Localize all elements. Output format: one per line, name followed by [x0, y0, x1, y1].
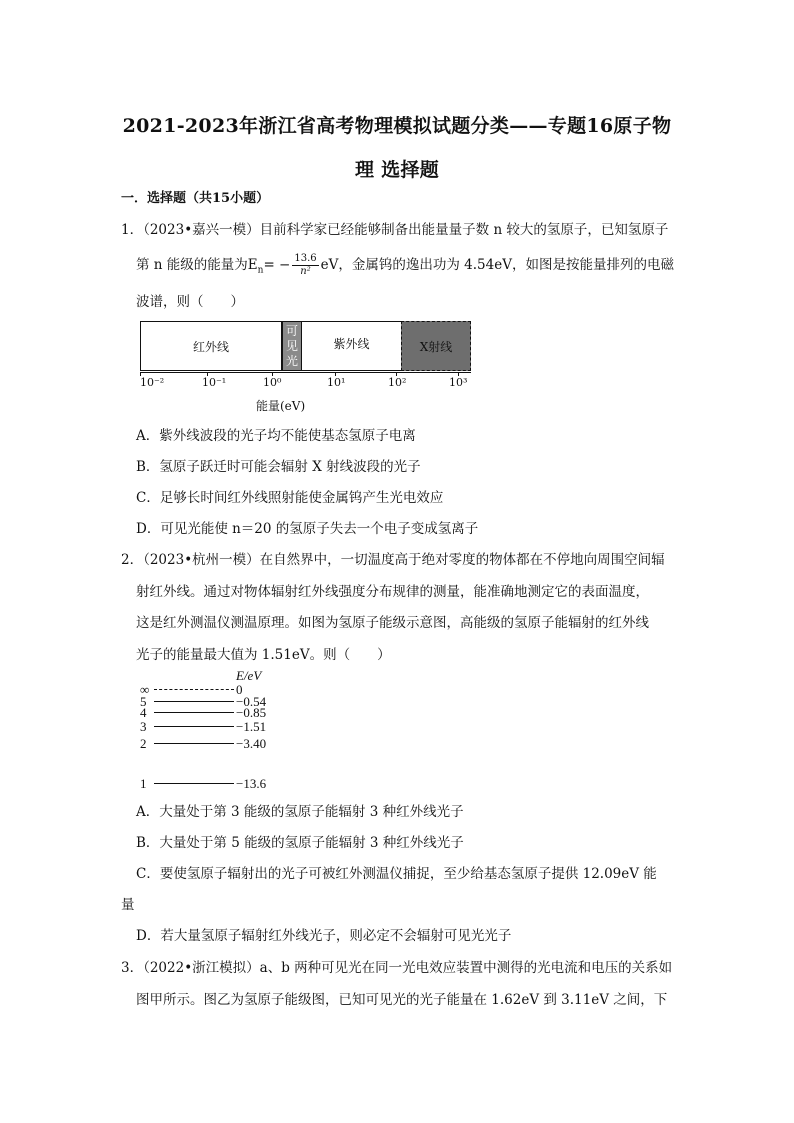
q2-option-b: B．大量处于第 5 能级的氢原子能辐射 3 种红外线光子: [136, 835, 464, 851]
level-line: [154, 701, 234, 702]
q1-option-a: A．紫外线波段的光子均不能使基态氢原子电离: [136, 428, 416, 444]
level-n: 3: [140, 719, 147, 734]
tick-label: 10⁻²: [140, 376, 165, 389]
level-line: [154, 689, 234, 690]
q1-fraction: [292, 253, 318, 278]
q1-line-2-post: eV，金属钨的逸出功为 4.54eV，如图是按能量排列的电磁: [320, 257, 674, 273]
tick-label: 10¹: [327, 376, 346, 389]
q2-option-d: D．若大量氢原子辐射红外线光子，则必定不会辐射可见光光子: [136, 928, 512, 944]
level-n: 4: [140, 705, 147, 720]
level-energy: −1.51: [236, 719, 267, 734]
level-4: [140, 705, 300, 719]
level-energy: 0: [236, 682, 243, 697]
q1-line-3: 波谱，则（ ）: [136, 294, 244, 310]
level-energy: −0.54: [236, 694, 267, 709]
level-n: 2: [140, 736, 147, 751]
q2-line-3: 这是红外测温仪测温原理。如图为氢原子能级示意图，高能级的氢原子能辐射的红外线: [136, 615, 649, 631]
band-visible-char-2: 见: [285, 338, 298, 353]
q1-line-2-pre: 第 n 能级的能量为E: [136, 257, 258, 273]
level-1: [140, 776, 300, 790]
level-line: [154, 783, 234, 784]
q2-line-1: 2．（2023•杭州一模）在自然界中，一切温度高于绝对零度的物体都在不停地向周围空间辐: [121, 552, 665, 568]
level-energy: −3.40: [236, 736, 267, 751]
band-visible-char-3: 光: [285, 353, 298, 368]
title-line-2: 理 选择题: [354, 159, 440, 181]
tick-label: 10²: [388, 376, 407, 389]
band-ultraviolet: 紫外线: [302, 321, 401, 371]
level-energy: −13.6: [236, 776, 267, 791]
level-2: [140, 736, 300, 750]
level-line: [154, 726, 234, 727]
band-visible-char-1: 可: [285, 323, 298, 338]
tick-label: 10⁰: [263, 376, 282, 389]
title-line-1: 2021-2023年浙江省高考物理模拟试题分类——专题16原子物: [122, 115, 672, 137]
energy-axis: [140, 372, 471, 373]
q2-line-4: 光子的能量最大值为 1.51eV。则（ ）: [136, 647, 391, 663]
energy-level-diagram: [140, 668, 300, 793]
q1-fraction-numerator: 13.6: [294, 253, 317, 264]
axis-label: 能量(eV): [256, 399, 306, 413]
em-spectrum-diagram: [138, 321, 478, 417]
level-line: [154, 743, 234, 744]
section-heading: 一．选择题（共15小题）: [121, 191, 270, 206]
band-infrared: 红外线: [140, 321, 282, 371]
q1-option-b: B．氢原子跃迁时可能会辐射 X 射线波段的光子: [136, 459, 421, 475]
level-n: ∞: [140, 682, 150, 697]
document-title: [110, 104, 684, 192]
q1-option-d: D．可见光能使 n＝20 的氢原子失去一个电子变成氢离子: [136, 521, 479, 537]
band-visible: [282, 321, 302, 371]
q3-line-2: 图甲所示。图乙为氢原子能级图，已知可见光的光子能量在 1.62eV 到 3.11eV 之间，下: [136, 992, 668, 1008]
q1-line-2: [136, 253, 674, 278]
q1-equals: = −: [263, 257, 291, 273]
q2-line-2: 射红外线。通过对物体辐射红外线强度分布规律的测量，能准确地测定它的表面温度，: [136, 584, 649, 600]
energy-unit-label: E/eV: [236, 668, 262, 683]
level-line: [154, 712, 234, 713]
tick-label: 10⁻¹: [202, 376, 227, 389]
q1-line-1: 1．（2023•嘉兴一模）目前科学家已经能够制备出能量量子数 n 较大的氢原子，已知氢原子: [121, 222, 669, 238]
q1-energy-subscript: n: [257, 265, 264, 276]
level-n: 5: [140, 694, 147, 709]
tick-label: 10³: [449, 376, 468, 389]
q2-option-c: C．要使氢原子辐射出的光子可被红外测温仪捕捉，至少给基态氢原子提供 12.09eV 能: [136, 866, 657, 882]
q2-option-a: A．大量处于第 3 能级的氢原子能辐射 3 种红外线光子: [136, 804, 464, 820]
band-xray: X射线: [401, 321, 471, 371]
level-energy: −0.85: [236, 705, 267, 720]
q1-fraction-denominator: n²: [300, 266, 311, 277]
q1-option-c: C．足够长时间红外线照射能使金属钨产生光电效应: [136, 490, 444, 506]
level-3: [140, 719, 300, 733]
q2-option-c-continued: 量: [121, 897, 135, 913]
q3-line-1: 3．（2022•浙江模拟）a、b 两种可见光在同一光电效应装置中测得的光电流和电压的关系如: [121, 960, 673, 976]
level-n: 1: [140, 776, 147, 791]
